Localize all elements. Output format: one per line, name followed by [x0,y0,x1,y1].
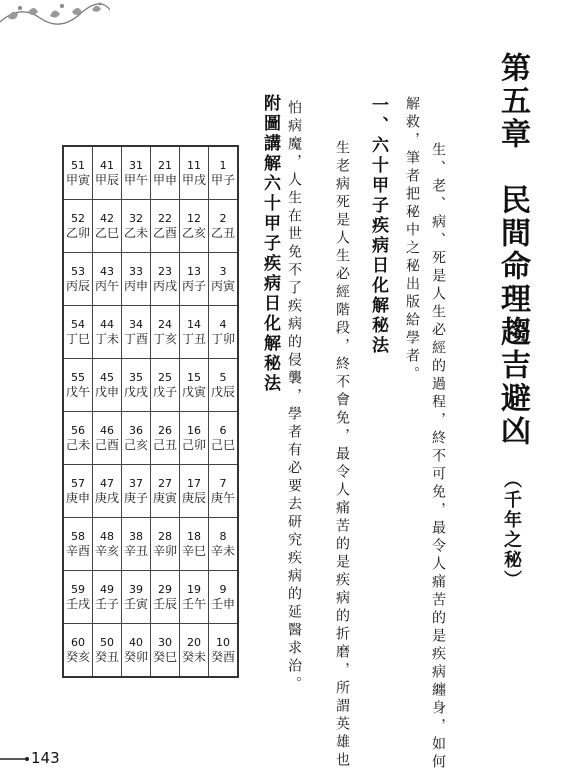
jiazi-cell [122,624,151,678]
jiazi-name: 乙卯 [65,226,90,240]
jiazi-name: 丙子 [181,279,206,293]
jiazi-number: 45 [100,371,114,384]
jiazi-cell [63,306,93,359]
jiazi-name: 己亥 [123,438,148,452]
jiazi-number: 60 [71,636,85,649]
jiazi-name: 癸亥 [65,650,90,664]
jiazi-cell [63,359,93,412]
jiazi-name: 庚申 [65,491,90,505]
jiazi-number: 31 [129,159,143,172]
jiazi-name: 甲辰 [94,173,119,187]
jiazi-number: 43 [100,265,114,278]
jiazi-name: 辛亥 [94,544,119,558]
jiazi-cell [122,571,151,624]
jiazi-number: 13 [187,265,201,278]
jiazi-cell [151,146,180,200]
jiazi-cell [151,465,180,518]
jiazi-cell [209,146,239,200]
jiazi-name: 戊午 [65,385,90,399]
jiazi-name: 癸卯 [123,650,148,664]
jiazi-cell [122,412,151,465]
jiazi-name: 丙辰 [65,279,90,293]
jiazi-cell [63,200,93,253]
jiazi-cell [180,465,209,518]
jiazi-cell [180,412,209,465]
jiazi-cell [209,200,239,253]
jiazi-cell [209,624,239,678]
jiazi-name: 甲寅 [65,173,90,187]
jiazi-name: 甲申 [152,173,177,187]
jiazi-number: 21 [158,159,172,172]
section-heading: 一、六十甲子疾病日化解秘法 [368,96,388,356]
jiazi-number: 34 [129,318,143,331]
jiazi-name: 丁酉 [123,332,148,346]
jiazi-number: 6 [219,424,227,437]
page-number: 143 [31,749,60,767]
jiazi-number: 29 [158,583,172,596]
jiazi-cell [63,412,93,465]
jiazi-number: 18 [187,530,201,543]
intro-paragraph-line-2: 解救，筆者把秘中之秘出版給學者。 [404,96,420,384]
jiazi-name: 丁巳 [65,332,90,346]
jiazi-cell [151,306,180,359]
table-row [63,359,238,412]
jiazi-cell [122,518,151,571]
jiazi-cell [93,253,122,306]
jiazi-name: 乙丑 [210,226,235,240]
jiazi-name: 癸未 [181,650,206,664]
jiazi-number: 22 [158,212,172,225]
jiazi-cell [93,359,122,412]
jiazi-cell [151,571,180,624]
jiazi-cell [122,253,151,306]
chapter-subtitle: （千年之秘） [501,470,522,590]
jiazi-cell [63,253,93,306]
jiazi-cell [93,306,122,359]
jiazi-name: 辛丑 [123,544,148,558]
jiazi-number: 25 [158,371,172,384]
jiazi-cell [93,146,122,200]
jiazi-cell [151,624,180,678]
jiazi-name: 壬申 [210,597,235,611]
jiazi-cell [180,624,209,678]
jiazi-cell [151,200,180,253]
jiazi-name: 癸酉 [210,650,235,664]
jiazi-name: 壬寅 [123,597,148,611]
jiazi-number: 57 [71,477,85,490]
jiazi-number: 12 [187,212,201,225]
jiazi-name: 己未 [65,438,90,452]
jiazi-cell [180,571,209,624]
jiazi-number: 33 [129,265,143,278]
jiazi-cell [209,253,239,306]
jiazi-number: 50 [100,636,114,649]
jiazi-name: 丙申 [123,279,148,293]
jiazi-cell [209,306,239,359]
jiazi-name: 乙亥 [181,226,206,240]
jiazi-cell [180,200,209,253]
jiazi-name: 戊寅 [181,385,206,399]
jiazi-name: 庚戌 [94,491,119,505]
jiazi-number: 15 [187,371,201,384]
jiazi-cell [180,253,209,306]
jiazi-name: 己丑 [152,438,177,452]
table-row [63,465,238,518]
table-row [63,571,238,624]
table-row [63,146,238,200]
jiazi-cell [63,624,93,678]
jiazi-number: 27 [158,477,172,490]
table-row [63,518,238,571]
chapter-title: 第五章 民間命理趨吉避凶 [495,52,530,448]
jiazi-cell [122,465,151,518]
jiazi-number: 47 [100,477,114,490]
jiazi-cell [93,518,122,571]
jiazi-number: 54 [71,318,85,331]
jiazi-number: 26 [158,424,172,437]
jiazi-number: 38 [129,530,143,543]
jiazi-name: 辛未 [210,544,235,558]
jiazi-name: 己酉 [94,438,119,452]
jiazi-number: 23 [158,265,172,278]
jiazi-cell [63,146,93,200]
jiazi-number: 8 [219,530,227,543]
jiazi-cell [209,571,239,624]
section-body-line-1: 生老病死是人生必經階段，終不會免，最令人痛苦的是疾病的折磨，所謂英雄也 [334,140,350,770]
jiazi-number: 49 [100,583,114,596]
jiazi-number: 20 [187,636,201,649]
jiazi-cell [180,146,209,200]
jiazi-number: 59 [71,583,85,596]
jiazi-name: 丙戌 [152,279,177,293]
jiazi-number: 1 [219,159,227,172]
jiazi-number: 44 [100,318,114,331]
sixty-jiazi-table [62,145,239,678]
jiazi-cell [180,518,209,571]
page-number-rule [0,757,30,761]
jiazi-cell [93,465,122,518]
jiazi-cell [151,518,180,571]
jiazi-name: 乙酉 [152,226,177,240]
jiazi-name: 丁亥 [152,332,177,346]
jiazi-name: 庚辰 [181,491,206,505]
jiazi-name: 壬辰 [152,597,177,611]
jiazi-name: 戊申 [94,385,119,399]
jiazi-number: 9 [219,583,227,596]
jiazi-cell [93,571,122,624]
jiazi-number: 55 [71,371,85,384]
jiazi-cell [151,412,180,465]
jiazi-name: 壬午 [181,597,206,611]
jiazi-name: 壬子 [94,597,119,611]
jiazi-name: 癸巳 [152,650,177,664]
jiazi-cell [63,518,93,571]
jiazi-name: 乙未 [123,226,148,240]
jiazi-number: 56 [71,424,85,437]
jiazi-number: 39 [129,583,143,596]
jiazi-name: 乙巳 [94,226,119,240]
table-row [63,200,238,253]
jiazi-name: 庚子 [123,491,148,505]
jiazi-name: 甲午 [123,173,148,187]
floral-ornament [0,0,110,30]
jiazi-number: 3 [219,265,227,278]
jiazi-number: 14 [187,318,201,331]
jiazi-cell [63,465,93,518]
jiazi-number: 46 [100,424,114,437]
jiazi-number: 36 [129,424,143,437]
jiazi-cell [122,146,151,200]
table-row [63,412,238,465]
jiazi-number: 19 [187,583,201,596]
jiazi-name: 己卯 [181,438,206,452]
jiazi-name: 癸丑 [94,650,119,664]
jiazi-number: 16 [187,424,201,437]
jiazi-name: 壬戌 [65,597,90,611]
jiazi-cell [63,571,93,624]
jiazi-number: 53 [71,265,85,278]
jiazi-cell [180,306,209,359]
jiazi-number: 28 [158,530,172,543]
jiazi-name: 辛巳 [181,544,206,558]
jiazi-name: 戊子 [152,385,177,399]
jiazi-cell [180,359,209,412]
jiazi-cell [209,412,239,465]
jiazi-number: 58 [71,530,85,543]
jiazi-number: 48 [100,530,114,543]
jiazi-number: 32 [129,212,143,225]
section-body-line-2: 怕病魔，人生在世免不了疾病的侵襲，學者有必要去研究疾病的延醫求治。 [286,100,302,694]
jiazi-cell [93,200,122,253]
jiazi-number: 51 [71,159,85,172]
table-row [63,306,238,359]
jiazi-cell [209,359,239,412]
intro-paragraph-line-1: 生、老、病、死是人生必經的過程，終不可免，最令人痛苦的是疾病纏身，如何 [430,142,446,772]
jiazi-name: 丙寅 [210,279,235,293]
jiazi-name: 辛卯 [152,544,177,558]
jiazi-name: 庚午 [210,491,235,505]
jiazi-number: 24 [158,318,172,331]
table-row [63,253,238,306]
jiazi-name: 丙午 [94,279,119,293]
jiazi-name: 丁卯 [210,332,235,346]
jiazi-number: 2 [219,212,227,225]
jiazi-number: 41 [100,159,114,172]
jiazi-number: 10 [216,636,230,649]
jiazi-name: 丁未 [94,332,119,346]
jiazi-number: 7 [219,477,227,490]
jiazi-name: 戊戌 [123,385,148,399]
jiazi-number: 35 [129,371,143,384]
jiazi-cell [93,624,122,678]
jiazi-cell [122,200,151,253]
jiazi-number: 37 [129,477,143,490]
jiazi-cell [209,518,239,571]
jiazi-number: 4 [219,318,227,331]
jiazi-name: 庚寅 [152,491,177,505]
jiazi-number: 17 [187,477,201,490]
jiazi-cell [151,253,180,306]
jiazi-cell [151,359,180,412]
jiazi-name: 甲子 [210,173,235,187]
table-row [63,624,238,678]
jiazi-name: 己巳 [210,438,235,452]
table-heading: 附圖講解六十甲子疾病日化解秘法 [260,94,280,394]
jiazi-cell [122,359,151,412]
jiazi-number: 52 [71,212,85,225]
jiazi-number: 42 [100,212,114,225]
jiazi-number: 40 [129,636,143,649]
jiazi-number: 11 [187,159,201,172]
jiazi-number: 30 [158,636,172,649]
jiazi-number: 5 [219,371,227,384]
jiazi-cell [93,412,122,465]
jiazi-name: 辛酉 [65,544,90,558]
jiazi-name: 戊辰 [210,385,235,399]
jiazi-cell [209,465,239,518]
jiazi-cell [122,306,151,359]
jiazi-name: 丁丑 [181,332,206,346]
jiazi-name: 甲戌 [181,173,206,187]
